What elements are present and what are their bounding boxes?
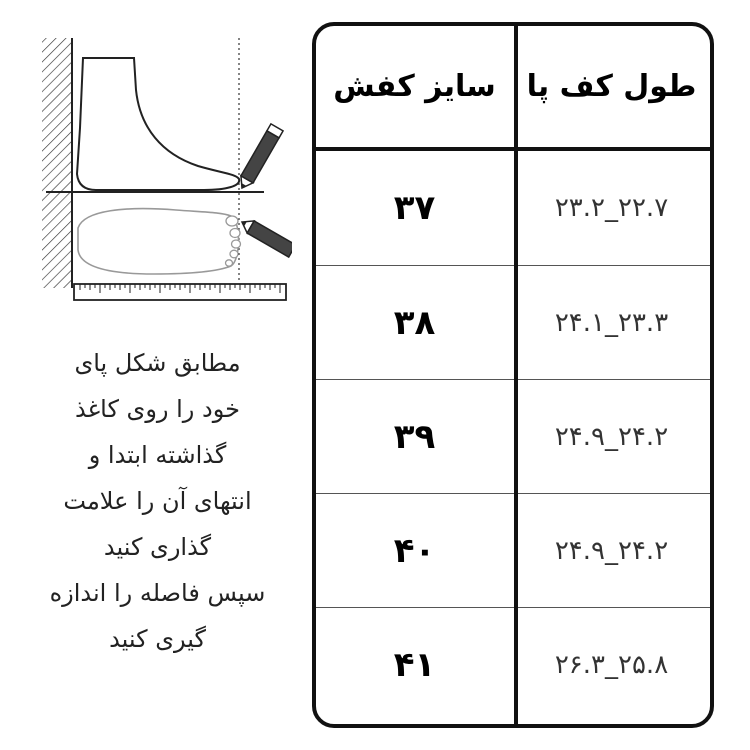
shoe-size-table bbox=[312, 22, 714, 728]
instruction-line: گیری کنید bbox=[109, 625, 206, 653]
shoe-size-cell: ۳۹ bbox=[393, 417, 436, 457]
table-row bbox=[316, 265, 710, 380]
shoe-size-cell: ۳۸ bbox=[393, 303, 436, 343]
wall-hatch-icon bbox=[42, 38, 72, 288]
table-body bbox=[316, 151, 710, 724]
pencil-icon bbox=[236, 124, 283, 192]
foot-side-view-icon bbox=[77, 58, 239, 190]
instruction-line: انتهای آن را علامت bbox=[63, 487, 252, 515]
instruction-line: گذاشته ابتدا و bbox=[88, 441, 227, 469]
foot-length-cell: ۲۳.۳_۲۴.۱ bbox=[554, 308, 669, 338]
foot-length-cell: ۲۴.۲_۲۴.۹ bbox=[554, 536, 669, 566]
shoe-size-cell: ۴۰ bbox=[393, 531, 436, 571]
table-header bbox=[316, 26, 710, 151]
foot-length-cell: ۲۲.۷_۲۳.۲ bbox=[554, 193, 669, 223]
column-divider bbox=[514, 26, 518, 724]
instruction-line: گذاری کنید bbox=[103, 533, 212, 561]
measurement-instructions bbox=[30, 340, 285, 662]
ruler-icon bbox=[74, 284, 286, 300]
table-row bbox=[316, 379, 710, 494]
table-row bbox=[316, 607, 710, 722]
foot-length-cell: ۲۵.۸_۲۶.۳ bbox=[554, 650, 669, 680]
foot-outline-icon bbox=[78, 209, 241, 274]
pencil-icon bbox=[239, 216, 293, 257]
table-row bbox=[316, 151, 710, 265]
header-foot-length: طول کف پا bbox=[526, 69, 697, 104]
instruction-line: خود را روی کاغذ bbox=[75, 395, 240, 423]
header-shoe-size: سایز کفش bbox=[333, 69, 496, 104]
foot-length-cell: ۲۴.۲_۲۴.۹ bbox=[554, 422, 669, 452]
shoe-size-cell: ۳۷ bbox=[393, 188, 436, 228]
shoe-size-cell: ۴۱ bbox=[393, 645, 436, 685]
instruction-line: مطابق شکل پای bbox=[74, 349, 241, 377]
instruction-line: سپس فاصله را اندازه bbox=[49, 579, 266, 607]
foot-measurement-illustration bbox=[36, 28, 292, 310]
table-row bbox=[316, 493, 710, 608]
